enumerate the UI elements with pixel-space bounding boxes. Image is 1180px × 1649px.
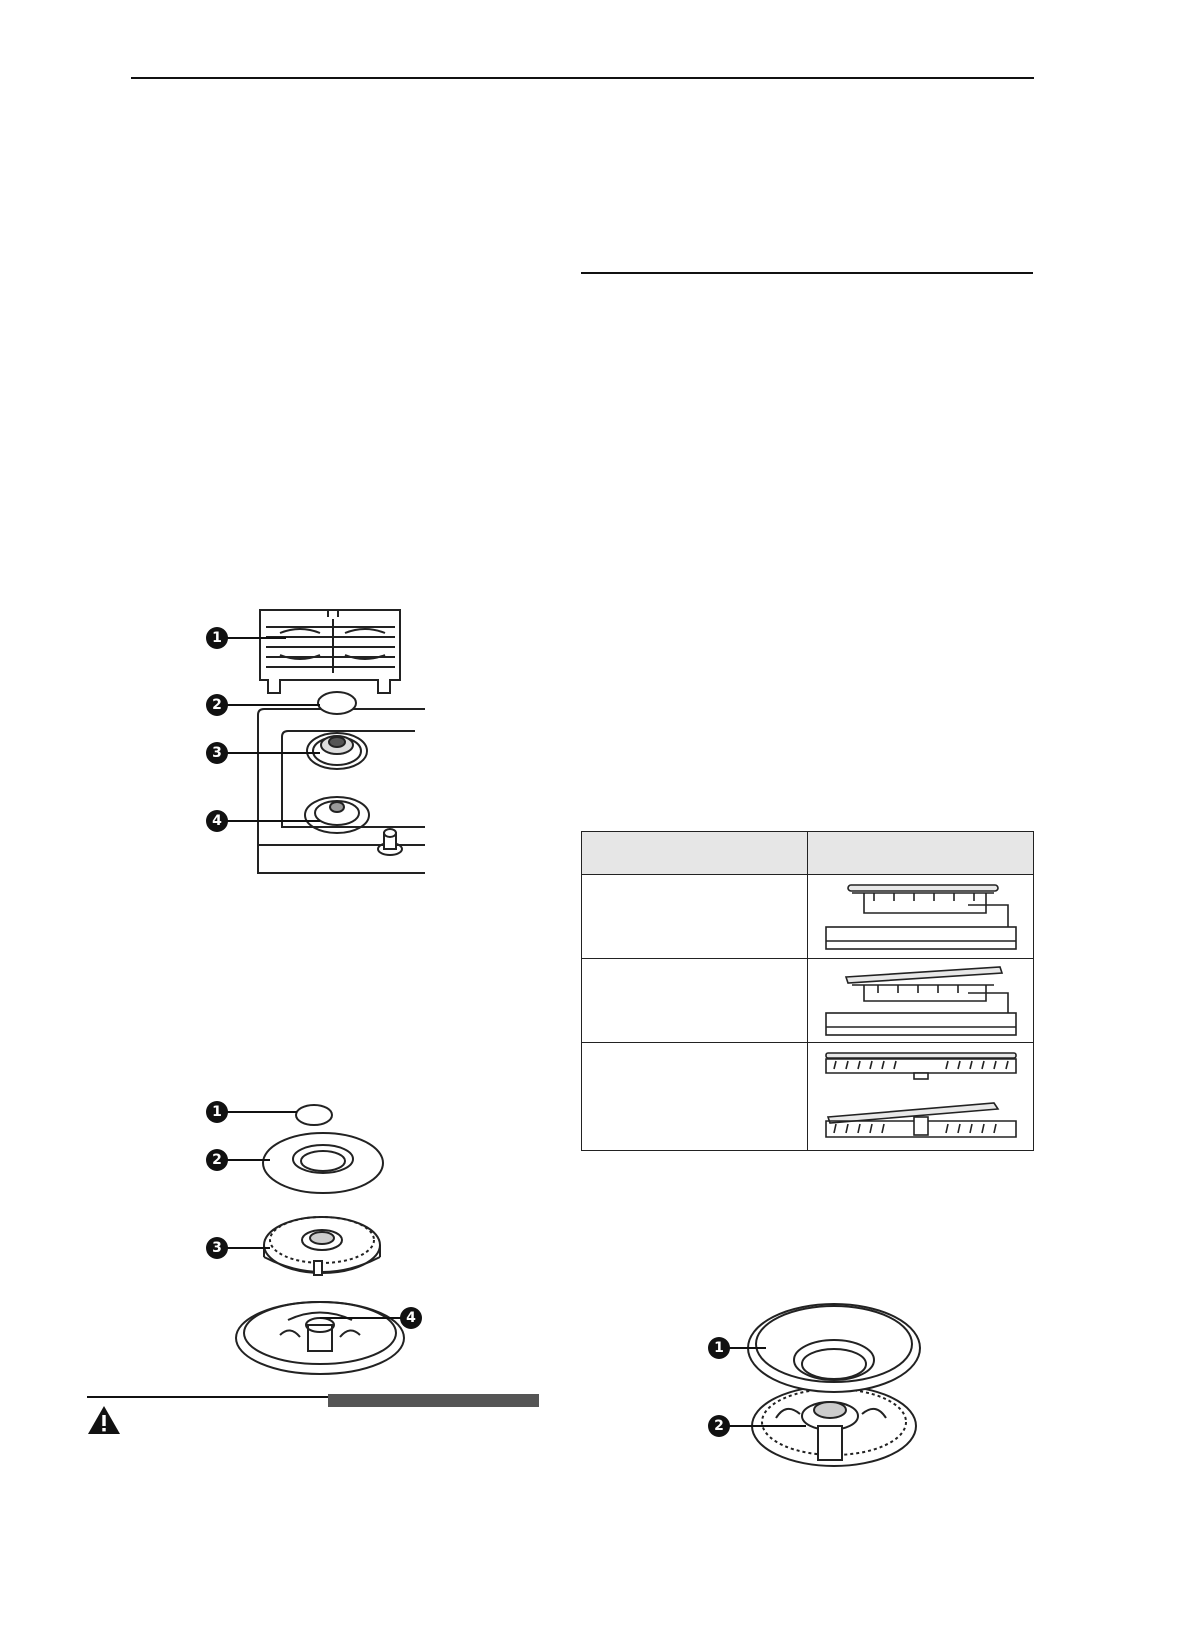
- burner-exploded-diagram: [200, 1095, 430, 1380]
- callout-number: 3: [206, 1237, 228, 1259]
- table-header-row: [582, 832, 1034, 875]
- callout-leader: [222, 704, 320, 706]
- callout-number: 2: [708, 1415, 730, 1437]
- header-rule: [131, 77, 1034, 79]
- callout-leader: [222, 1159, 270, 1161]
- cap-tilted-position-illustration: [818, 963, 1024, 1039]
- table-cell-label: [582, 1043, 808, 1151]
- table-header-cell: [808, 832, 1034, 875]
- callout-leader: [726, 1425, 806, 1427]
- callout-number: 3: [206, 742, 228, 764]
- cap-burner-diagram: [706, 1298, 936, 1473]
- warning-triangle-icon: [87, 1405, 121, 1435]
- cap-position-table: [581, 831, 1034, 1151]
- callout-leader: [222, 1111, 297, 1113]
- callout-leader: [222, 1247, 270, 1249]
- callout-number: 4: [400, 1307, 422, 1329]
- callout-number: 1: [206, 1101, 228, 1123]
- grate-cooktop-diagram: [200, 605, 425, 875]
- burner-exploded-illustration: [200, 1095, 430, 1380]
- section-rule: [581, 272, 1033, 274]
- table-cell-illustration: [808, 959, 1034, 1043]
- cap-misaligned-position-illustration: [818, 1047, 1024, 1147]
- callout-leader: [320, 1317, 410, 1319]
- table-row: [582, 1043, 1034, 1151]
- callout-leader: [222, 752, 320, 754]
- cap-correct-position-illustration: [818, 879, 1024, 955]
- callout-number: 4: [206, 810, 228, 832]
- table-header-cell: [582, 832, 808, 875]
- table-cell-illustration: [808, 875, 1034, 959]
- table-row: [582, 875, 1034, 959]
- callout-number: 1: [708, 1337, 730, 1359]
- callout-number: 1: [206, 627, 228, 649]
- table-cell-label: [582, 959, 808, 1043]
- callout-leader: [222, 637, 286, 639]
- table-cell-label: [582, 875, 808, 959]
- grate-cooktop-illustration: [200, 605, 425, 875]
- callout-leader: [726, 1347, 766, 1349]
- table-cell-illustration: [808, 1043, 1034, 1151]
- callout-leader: [222, 820, 320, 822]
- callout-number: 2: [206, 1149, 228, 1171]
- cap-burner-illustration: [706, 1298, 936, 1473]
- callout-number: 2: [206, 694, 228, 716]
- warning-bar: [328, 1394, 539, 1407]
- table-row: [582, 959, 1034, 1043]
